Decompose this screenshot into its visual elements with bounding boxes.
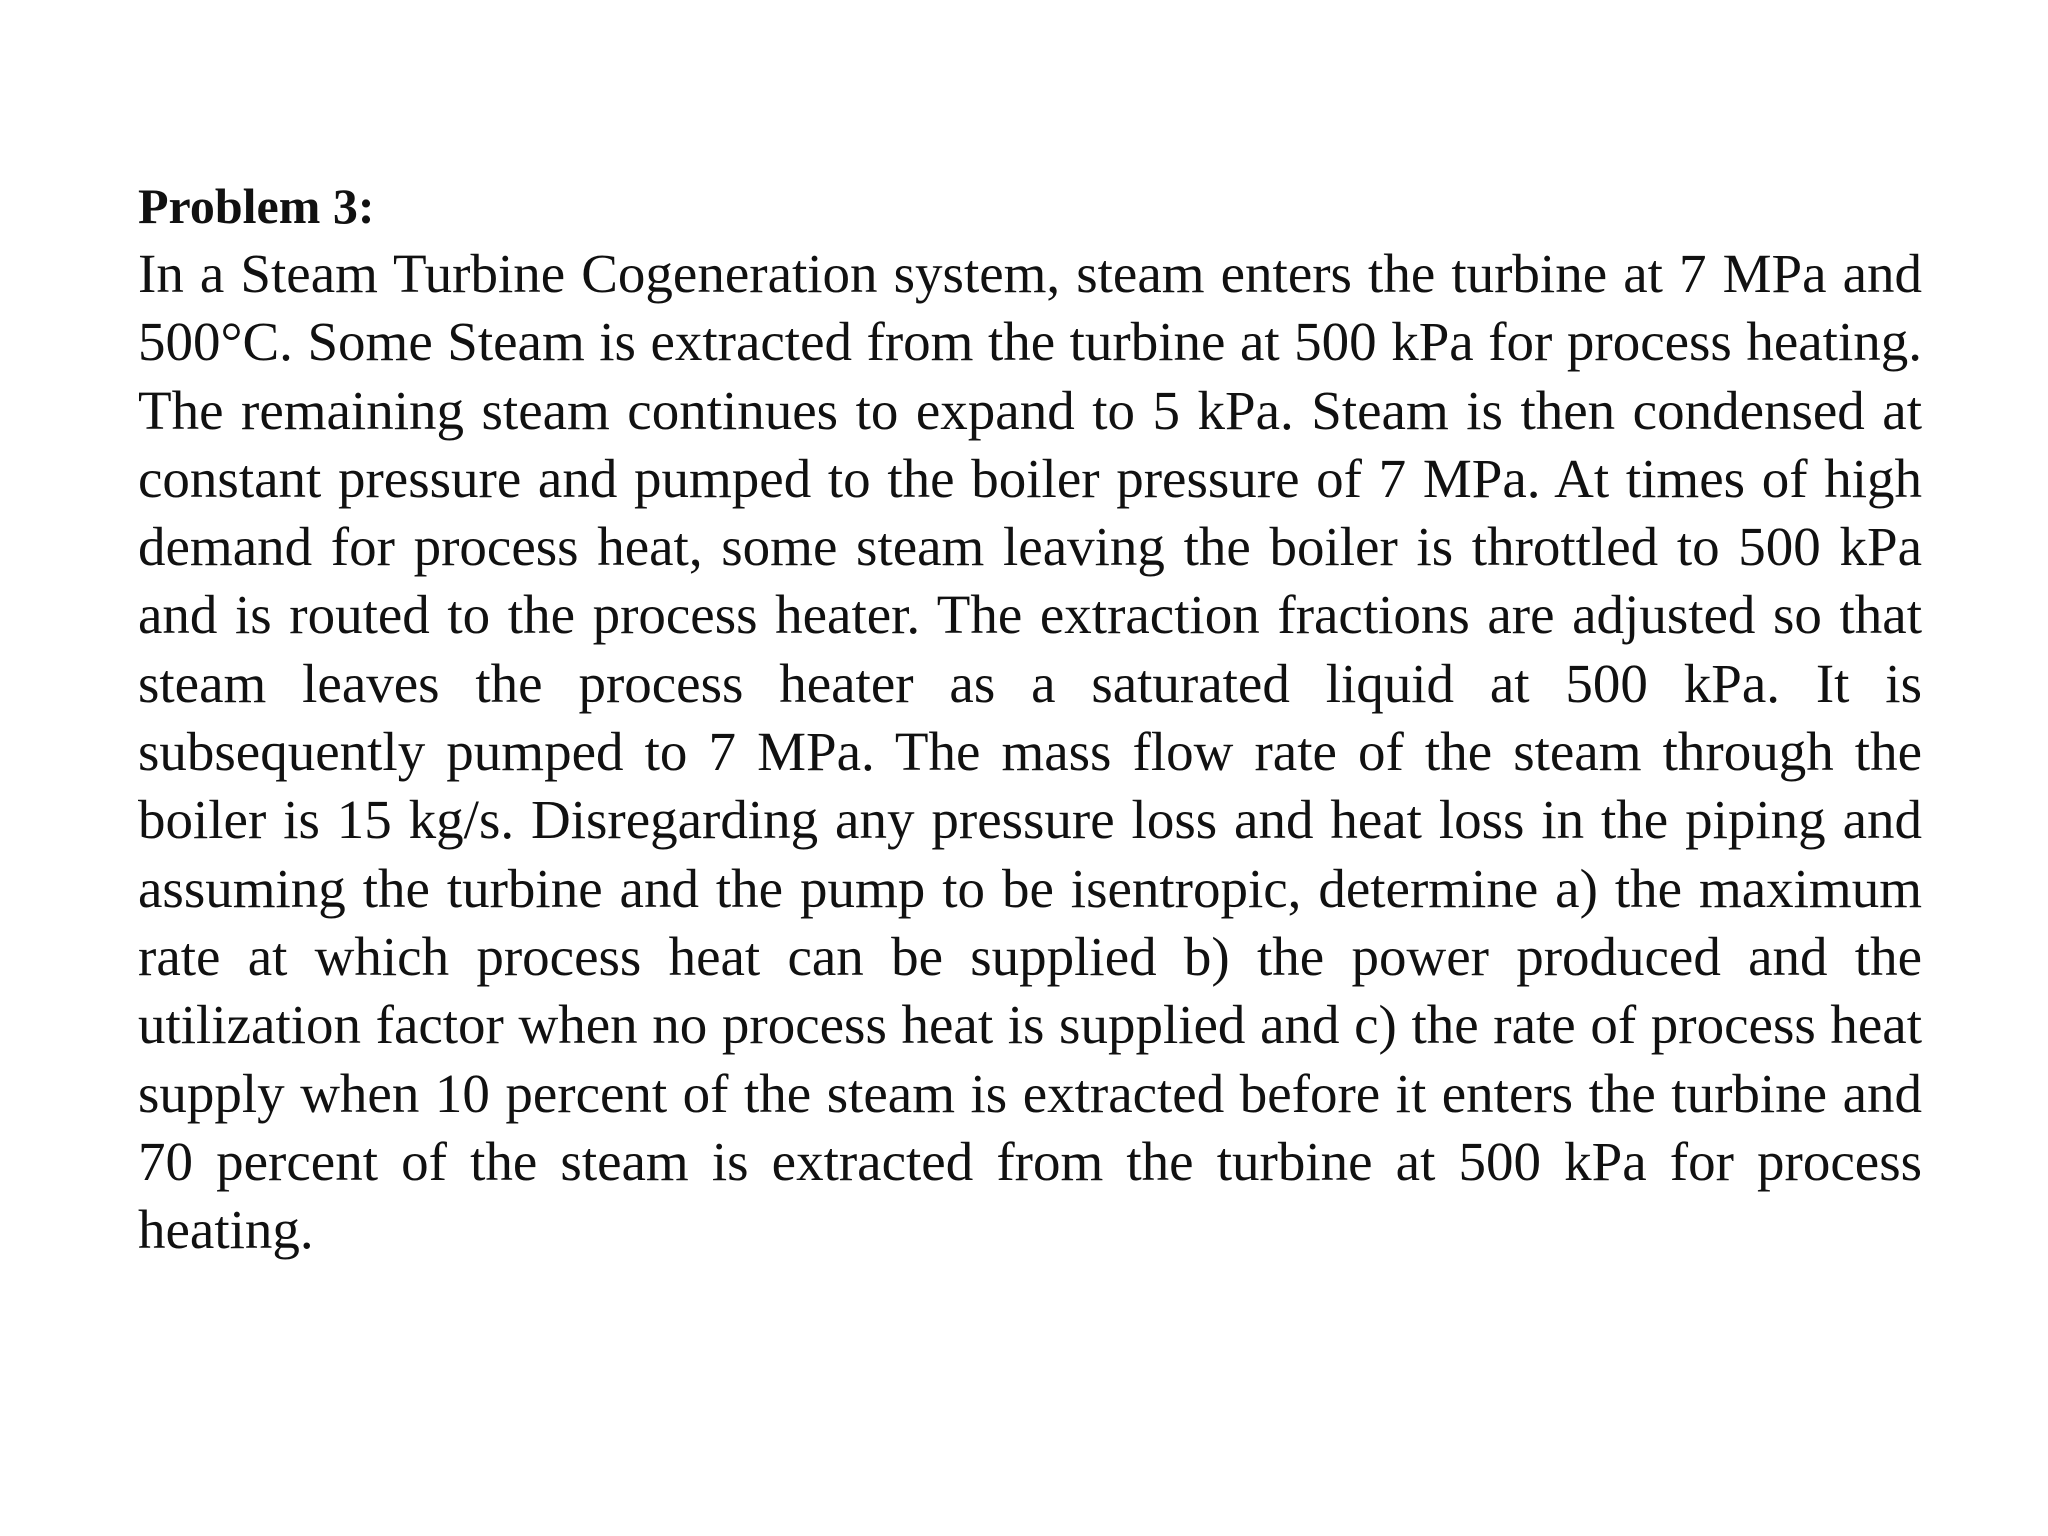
problem-title: Problem 3: bbox=[138, 178, 375, 234]
problem-block bbox=[138, 172, 1922, 1264]
problem-statement: In a Steam Turbine Cogeneration system, steam enters the turbine at 7 MPa and 500°C. Some Steam is extracted from the turbine at 500 kPa for process heating. The remaining steam continues to expand to 5 kPa. Steam is then condensed at constant pressure and pumped to the boiler pressure of 7 MPa. At times of high demand for process heat, some steam leaving the boiler is throttled to 500 kPa and is routed to the process heater. The extraction fractions are adjusted so that steam leaves the process heater as a saturated liquid at 500 kPa. It is subsequently pumped to 7 MPa. The mass flow rate of the steam through the boiler is 15 kg/s. Disregarding any pressure loss and heat loss in the piping and assuming the turbine and the pump to be isentropic, determine a) the maximum rate at which process heat can be supplied b) the power produced and the utilization factor when no process heat is supplied and c) the rate of process heat supply when 10 percent of the steam is extracted before it enters the turbine and 70 percent of the steam is extracted from the turbine at 500 kPa for process heating. bbox=[138, 243, 1922, 1261]
